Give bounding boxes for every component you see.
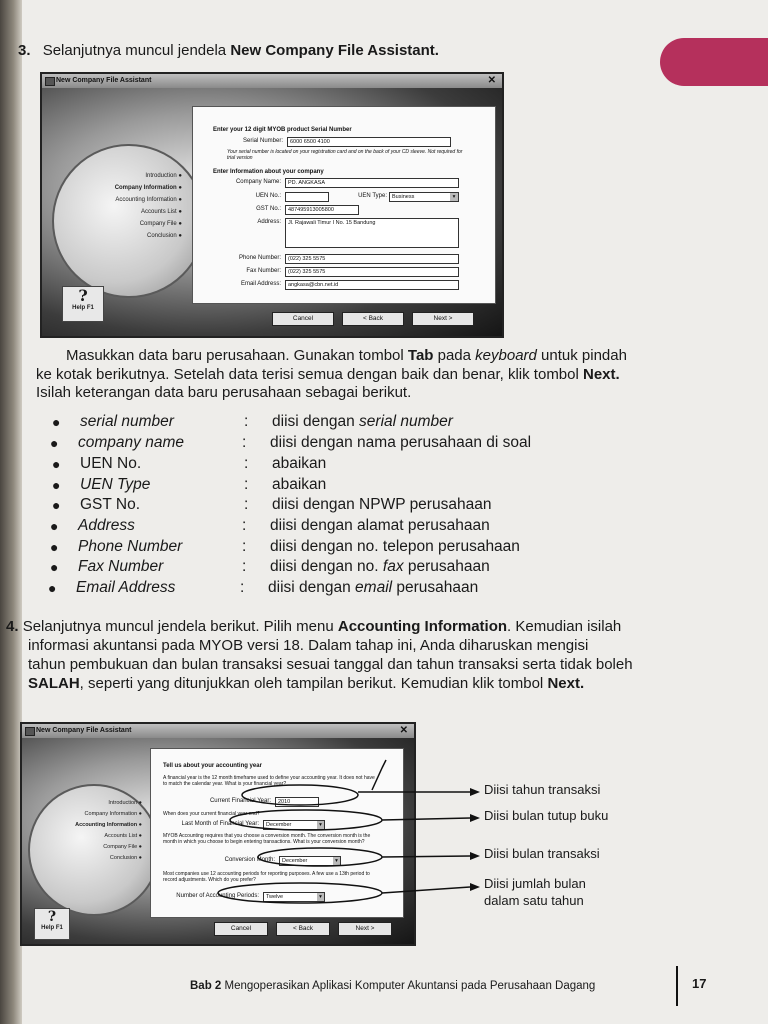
arrow-line-3 xyxy=(382,856,470,857)
bullet-desc-italic: serial number xyxy=(359,413,453,430)
arrowhead-3 xyxy=(470,852,480,860)
step4-line2: informasi akuntansi pada MYOB versi 18. Dalam tahap ini, Anda diharuskan mengisi xyxy=(28,637,589,654)
cancel-button[interactable]: Cancel xyxy=(272,312,334,326)
company-name-label: Company Name: xyxy=(235,179,281,185)
back-button[interactable]: < Back xyxy=(342,312,404,326)
bullet-term: UEN Type xyxy=(80,476,151,493)
serial-label: Serial Number: xyxy=(242,138,283,144)
bullet-colon: : xyxy=(244,496,249,513)
step4-line4: SALAH, seperti yang ditunjukkan oleh tampilan berikut. Kemudian klik tombol Next. xyxy=(28,675,585,692)
bullet-dot-icon: ● xyxy=(50,559,59,575)
nav2-introduction[interactable]: Introduction ● xyxy=(108,800,142,806)
next-button[interactable]: Next > xyxy=(412,312,474,326)
help-question-icon: ? xyxy=(78,286,88,305)
checkmark xyxy=(372,760,386,790)
para-instructions-line3: Isilah keterangan data baru perusahaan sebagai berikut. xyxy=(36,384,412,401)
help-question-icon: ? xyxy=(47,909,57,925)
bullet-desc-text: abaikan xyxy=(272,455,327,472)
gst-label: GST No.: xyxy=(256,206,281,212)
next-button[interactable]: Next > xyxy=(338,922,392,936)
company-name-input[interactable]: PD. ANGKASA xyxy=(285,178,459,188)
bullet-term: serial number xyxy=(80,413,174,430)
bullet-colon: : xyxy=(242,538,247,555)
bullet-dot-icon: ● xyxy=(52,414,61,430)
cfy-label: Current Financial Year: xyxy=(209,798,271,804)
para-instructions: Masukkan data baru perusahaan. Gunakan tombol Tab pada keyboard untuk pindah xyxy=(66,347,627,364)
fax-input[interactable]: (022) 325 5575 xyxy=(285,267,459,277)
email-label: Email Address: xyxy=(240,281,281,287)
bullet-term: Fax Number xyxy=(78,558,164,575)
chevron-down-icon: ▾ xyxy=(317,821,324,829)
bullet-desc-italic: fax xyxy=(382,558,404,575)
company-header: Enter Information about your company xyxy=(213,169,324,175)
back-button[interactable]: < Back xyxy=(276,922,330,936)
uen-label: UEN No.: xyxy=(255,193,281,199)
bullet-dot-icon: ● xyxy=(52,477,61,493)
ellipse-financial-year xyxy=(242,785,358,805)
bullet-colon: : xyxy=(244,413,249,430)
bullet-dot-icon: ● xyxy=(52,497,61,513)
arrowhead-2 xyxy=(470,814,480,822)
bullet-desc-text: diisi dengan NPWP perusahaan xyxy=(272,496,492,513)
bullet-term: UEN No. xyxy=(80,455,142,472)
bullet-desc-text: diisi dengan nama perusahaan di soal xyxy=(270,434,532,451)
nav2-company-file[interactable]: Company File ● xyxy=(103,844,142,850)
arrow-line-2 xyxy=(382,818,470,820)
phone-label: Phone Number: xyxy=(238,255,281,261)
step4-line3: tahun pembukuan dan bulan transaksi sesuai tanggal dan tahun transaksi serta tidak boleh xyxy=(28,656,633,673)
accounting-header: Tell us about your accounting year xyxy=(163,763,262,769)
bullet-colon: : xyxy=(242,434,247,451)
bullet-dot-icon: ● xyxy=(52,456,61,472)
arrowhead-1 xyxy=(470,788,480,796)
step4-line1: 4. Selanjutnya muncul jendela berikut. Pilih menu Accounting Information. Kemudian isilah xyxy=(6,618,622,635)
annotation-periods-line1: Diisi jumlah bulan xyxy=(484,876,586,891)
gst-input[interactable]: 487495913005800 xyxy=(285,205,359,215)
bullet-desc-text: perusahaan xyxy=(392,579,479,596)
close-icon[interactable]: ✕ xyxy=(487,75,496,86)
nav-conclusion[interactable]: Conclusion ● xyxy=(147,233,182,239)
address-label: Address: xyxy=(257,219,281,225)
annotation-transaction-month: Diisi bulan transaksi xyxy=(484,846,600,861)
periods-label: Number of Accounting Periods: xyxy=(176,893,259,899)
ellipse-last-month xyxy=(230,810,382,830)
bullet-colon: : xyxy=(244,455,249,472)
bullet-desc-text: diisi dengan alamat perusahaan xyxy=(270,517,490,534)
step3-heading: 3. Selanjutnya muncul jendela New Company File Assistant. xyxy=(18,42,439,59)
serial-header: Enter your 12 digit MYOB product Serial Number xyxy=(213,127,352,133)
chevron-down-icon: ▾ xyxy=(317,893,324,901)
nav-company-file[interactable]: Company File ● xyxy=(139,221,182,227)
financial-year-input[interactable]: 2010 xyxy=(275,797,319,807)
bullet-dot-icon: ● xyxy=(48,580,57,596)
bullet-colon: : xyxy=(242,517,247,534)
serial-number-input[interactable]: 6000 6500 4100 xyxy=(287,137,451,147)
chevron-down-icon: ▾ xyxy=(450,193,458,201)
periods-select[interactable]: Twelve ▾ xyxy=(263,892,325,902)
last-month-select[interactable]: December ▾ xyxy=(263,820,325,830)
bullet-term: Address xyxy=(78,517,135,534)
nav-introduction[interactable]: Introduction ● xyxy=(145,173,182,179)
close-icon[interactable]: ✕ xyxy=(399,725,408,736)
conversion-note: MYOB Accounting requires that you choose a conversion month. The conversion month is the month in which you choose to begin entering transactions. What is your conversion month? xyxy=(163,833,371,845)
footer-chapter: Bab 2 Mengoperasikan Aplikasi Komputer Akuntansi pada Perusahaan Dagang xyxy=(190,980,596,992)
bullet-desc-text: diisi dengan no. telepon perusahaan xyxy=(270,538,520,555)
bullet-colon: : xyxy=(244,476,249,493)
financial-year-intro: A financial year is the 12 month timeframe used to define your accounting year. It does not have to match the calendar year. What is your financial year? xyxy=(163,775,375,787)
bullet-dot-icon: ● xyxy=(50,518,59,534)
serial-note: Your serial number is located on your registration card and on the back of your CD sleeve. Not required for trial version xyxy=(227,149,463,161)
footer-divider xyxy=(676,966,678,1006)
help-label: Help F1 xyxy=(72,305,94,311)
nav2-conclusion[interactable]: Conclusion ● xyxy=(109,855,142,861)
bullet-desc-text: diisi dengan xyxy=(272,413,360,430)
address-input[interactable]: Jl. Rajawali Timur I No. 15 Bandung xyxy=(285,218,459,248)
bullet-colon: : xyxy=(242,558,247,575)
bullet-dot-icon: ● xyxy=(50,435,59,451)
annotation-year: Diisi tahun transaksi xyxy=(484,782,601,797)
nav-company-information[interactable]: Company Information ● xyxy=(114,185,182,191)
nav2-company-information[interactable]: Company Information ● xyxy=(84,811,142,817)
window-titlebar: New Company File Assistant ✕ xyxy=(42,74,502,88)
ellipse-periods xyxy=(218,883,382,903)
conversion-label: Conversion Month: xyxy=(224,857,275,863)
month-question: When does your current financial year end? xyxy=(163,811,260,817)
page-number: 17 xyxy=(692,976,707,991)
window2-titlebar: New Company File Assistant ✕ xyxy=(22,724,414,738)
phone-input[interactable]: (022) 325 5575 xyxy=(285,254,459,264)
conversion-month-select[interactable]: December ▾ xyxy=(279,856,341,866)
fax-label: Fax Number: xyxy=(246,268,281,274)
nav-accounts-list[interactable]: Accounts List ● xyxy=(141,209,182,215)
chevron-down-icon: ▾ xyxy=(333,857,340,865)
bullet-desc-italic: email xyxy=(355,579,393,596)
nav2-accounts-list[interactable]: Accounts List ● xyxy=(104,833,142,839)
email-input[interactable]: angkasa@cbn.net.id xyxy=(285,280,459,290)
annotation-periods-line2: dalam satu tahun xyxy=(484,893,584,908)
bullet-desc-text: diisi dengan no. xyxy=(270,558,383,575)
nav-accounting-information[interactable]: Accounting Information ● xyxy=(115,197,182,203)
cancel-button[interactable]: Cancel xyxy=(214,922,268,936)
arrowhead-4 xyxy=(470,883,480,891)
bullet-desc-text: perusahaan xyxy=(403,558,490,575)
bullet-colon: : xyxy=(240,579,245,596)
annotation-close-month: Diisi bulan tutup buku xyxy=(484,808,609,823)
nav2-accounting-information[interactable]: Accounting Information ● xyxy=(75,822,142,828)
help-label: Help F1 xyxy=(41,925,63,931)
bullet-term: Email Address xyxy=(76,579,176,596)
bullet-term: GST No. xyxy=(80,496,141,513)
bullet-desc-text: diisi dengan xyxy=(268,579,356,596)
bullet-desc-text: abaikan xyxy=(272,476,327,493)
arrow-line-4 xyxy=(382,887,470,893)
last-month-label: Last Month of Financial Year: xyxy=(181,821,259,827)
bullet-term: Phone Number xyxy=(78,538,183,555)
bullet-term: company name xyxy=(78,434,184,451)
periods-note: Most companies use 12 accounting periods for reporting purposes. A few use a 13th period to record adjustments. Which do you prefer? xyxy=(163,871,370,883)
para-instructions-line2: ke kotak berikutnya. Setelah data terisi semua dengan baik dan benar, klik tombol Next. xyxy=(36,366,620,383)
bullet-dot-icon: ● xyxy=(50,539,59,555)
uen-type-label: UEN Type: xyxy=(358,193,387,199)
ellipse-conversion-month xyxy=(258,848,382,866)
uen-type-select[interactable]: Business ▾ xyxy=(389,192,459,202)
